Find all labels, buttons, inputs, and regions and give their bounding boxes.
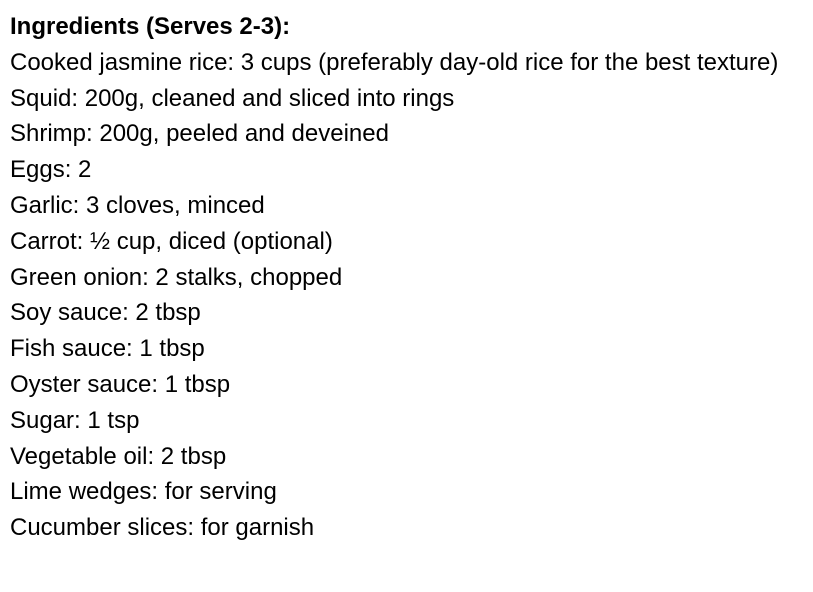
ingredients-document bbox=[10, 9, 800, 546]
ingredient-item: Soy sauce: 2 tbsp bbox=[10, 299, 201, 327]
ingredient-item: Shrimp: 200g, peeled and deveined bbox=[10, 120, 389, 148]
ingredient-item: Oyster sauce: 1 tbsp bbox=[10, 370, 231, 398]
ingredient-item: Green onion: 2 stalks, chopped bbox=[10, 263, 343, 291]
ingredient-item: Cooked jasmine rice: 3 cups (preferably day-old rice for the best texture) bbox=[10, 48, 779, 76]
ingredient-item: Sugar: 1 tsp bbox=[10, 406, 140, 434]
ingredients-heading: Ingredients (Serves 2-3): bbox=[10, 13, 291, 40]
ingredient-item: Lime wedges: for serving bbox=[10, 478, 277, 506]
ingredient-item: Eggs: 2 bbox=[10, 156, 92, 184]
ingredient-item: Garlic: 3 cloves, minced bbox=[10, 191, 265, 219]
ingredient-item: Vegetable oil: 2 tbsp bbox=[10, 442, 227, 470]
ingredients-list bbox=[10, 45, 800, 546]
ingredient-item: Fish sauce: 1 tbsp bbox=[10, 335, 205, 363]
ingredient-item: Cucumber slices: for garnish bbox=[10, 514, 315, 542]
ingredient-item: Squid: 200g, cleaned and sliced into rings bbox=[10, 84, 455, 112]
ingredient-item: Carrot: ½ cup, diced (optional) bbox=[10, 227, 333, 255]
